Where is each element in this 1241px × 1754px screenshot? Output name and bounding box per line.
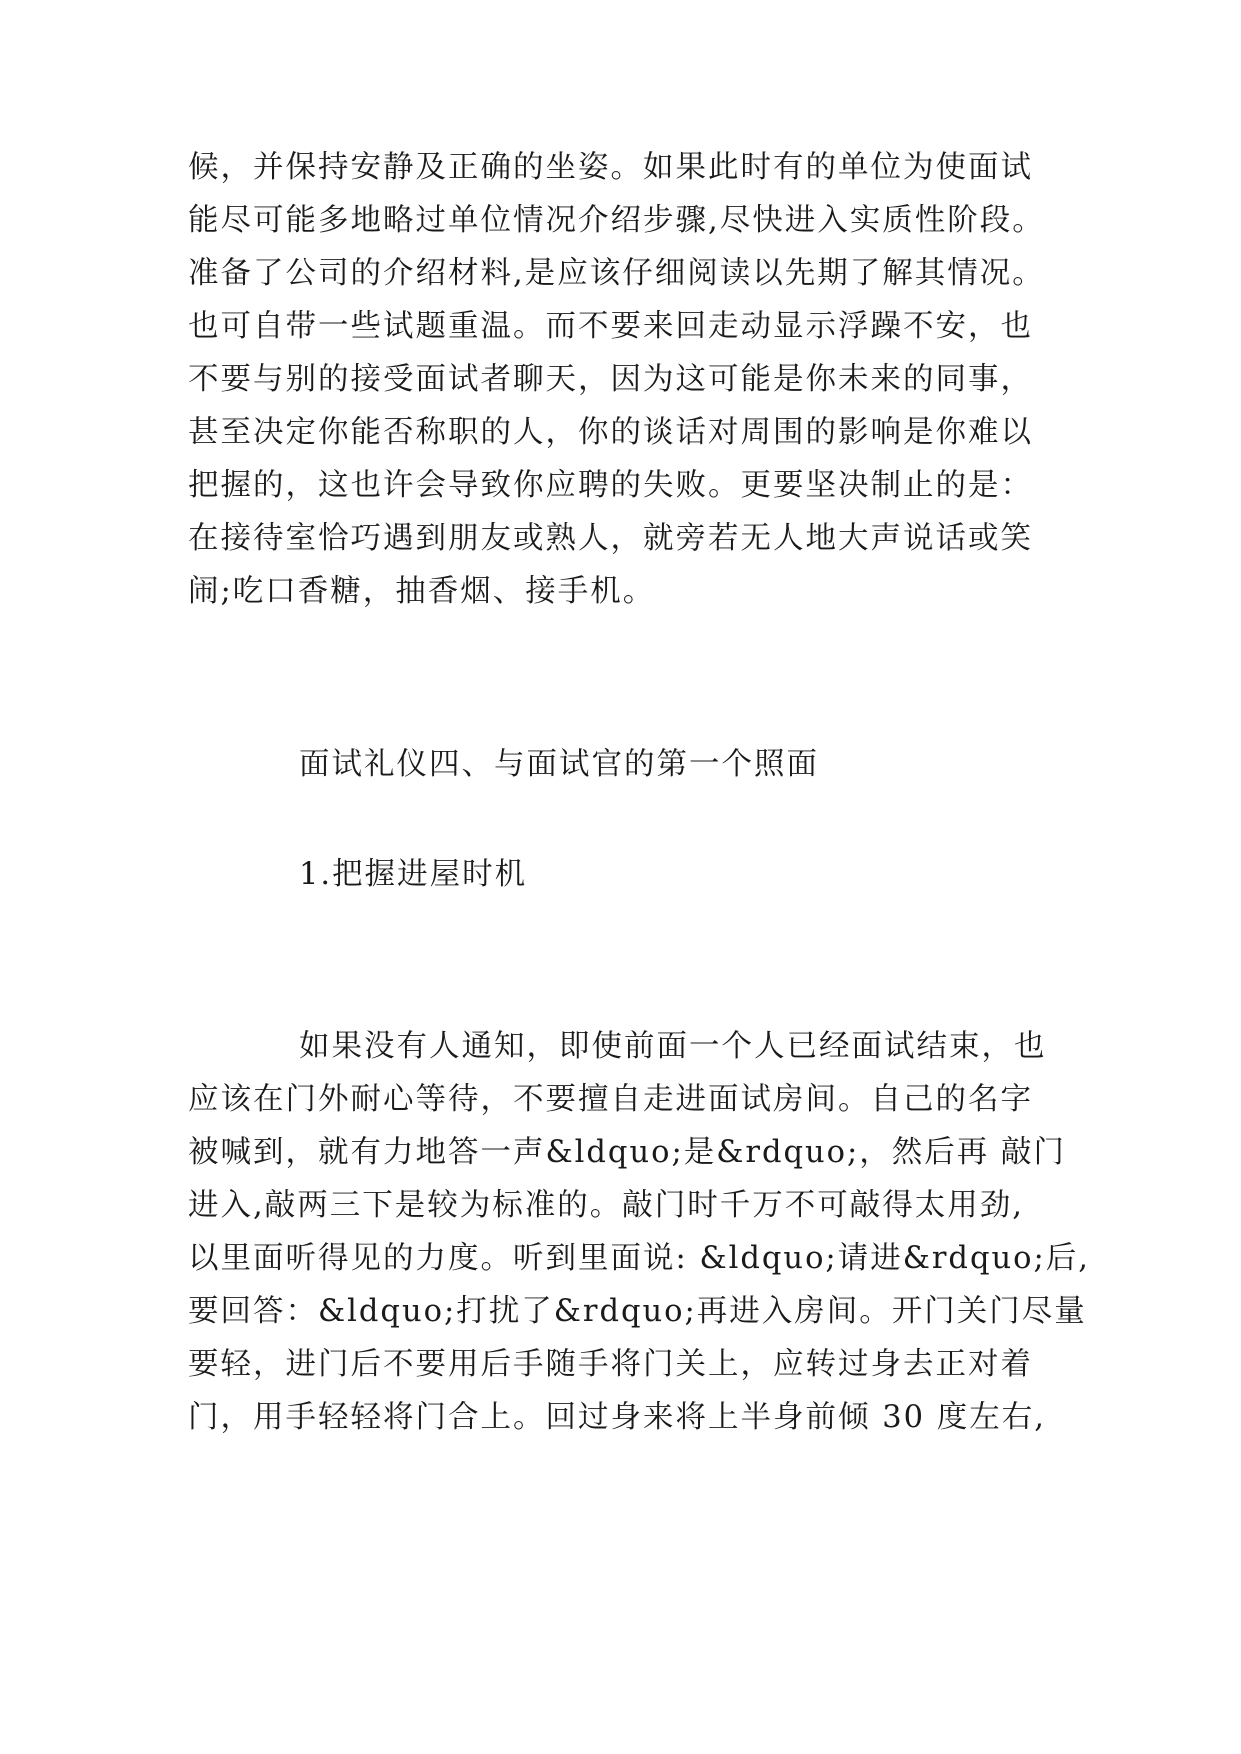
- paragraph-line: 要轻，进门后不要用后手随手将门关上，应转过身去正对着: [188, 1347, 1033, 1382]
- paragraph-line: 不要与别的接受面试者聊天，因为这可能是你未来的同事，: [188, 362, 1033, 397]
- paragraph-line: 准备了公司的介绍材料,是应该仔细阅读以先期了解其情况。: [188, 256, 1045, 291]
- sub-heading: 1.把握进屋时机: [299, 857, 528, 892]
- paragraph-line: 以里面听得见的力度。听到里面说: &ldquo;请进&rdquo;后,: [188, 1241, 1090, 1276]
- paragraph-line: 要回答：&ldquo;打扰了&rdquo;再进入房间。开门关门尽量: [188, 1294, 1087, 1329]
- paragraph-line: 闹;吃口香糖，抽香烟、接手机。: [188, 574, 656, 609]
- paragraph-line: 候，并保持安静及正确的坐姿。如果此时有的单位为使面试: [188, 150, 1033, 185]
- paragraph-line: 也可自带一些试题重温。而不要来回走动显示浮躁不安，也: [188, 309, 1033, 344]
- paragraph-line: 门，用手轻轻将门合上。回过身来将上半身前倾 30 度左右,: [188, 1400, 1046, 1435]
- paragraph-line: 如果没有人通知，即使前面一个人已经面试结束，也: [299, 1029, 1047, 1064]
- paragraph-line: 被喊到，就有力地答一声&ldquo;是&rdquo;，然后再 敲门: [188, 1135, 1066, 1170]
- paragraph-line: 甚至决定你能否称职的人，你的谈话对周围的影响是你难以: [188, 415, 1033, 450]
- paragraph-line: 在接待室恰巧遇到朋友或熟人，就旁若无人地大声说话或笑: [188, 521, 1033, 556]
- paragraph-line: 进入,敲两三下是较为标准的。敲门时千万不可敲得太用劲,: [188, 1188, 1024, 1223]
- paragraph-line: 把握的，这也许会导致你应聘的失败。更要坚决制止的是：: [188, 468, 1033, 503]
- paragraph-line: 能尽可能多地略过单位情况介绍步骤,尽快进入实质性阶段。: [188, 203, 1045, 238]
- paragraph-line: 应该在门外耐心等待，不要擅自走进面试房间。自己的名字: [188, 1082, 1033, 1117]
- section-heading: 面试礼仪四、与面试官的第一个照面: [299, 747, 819, 782]
